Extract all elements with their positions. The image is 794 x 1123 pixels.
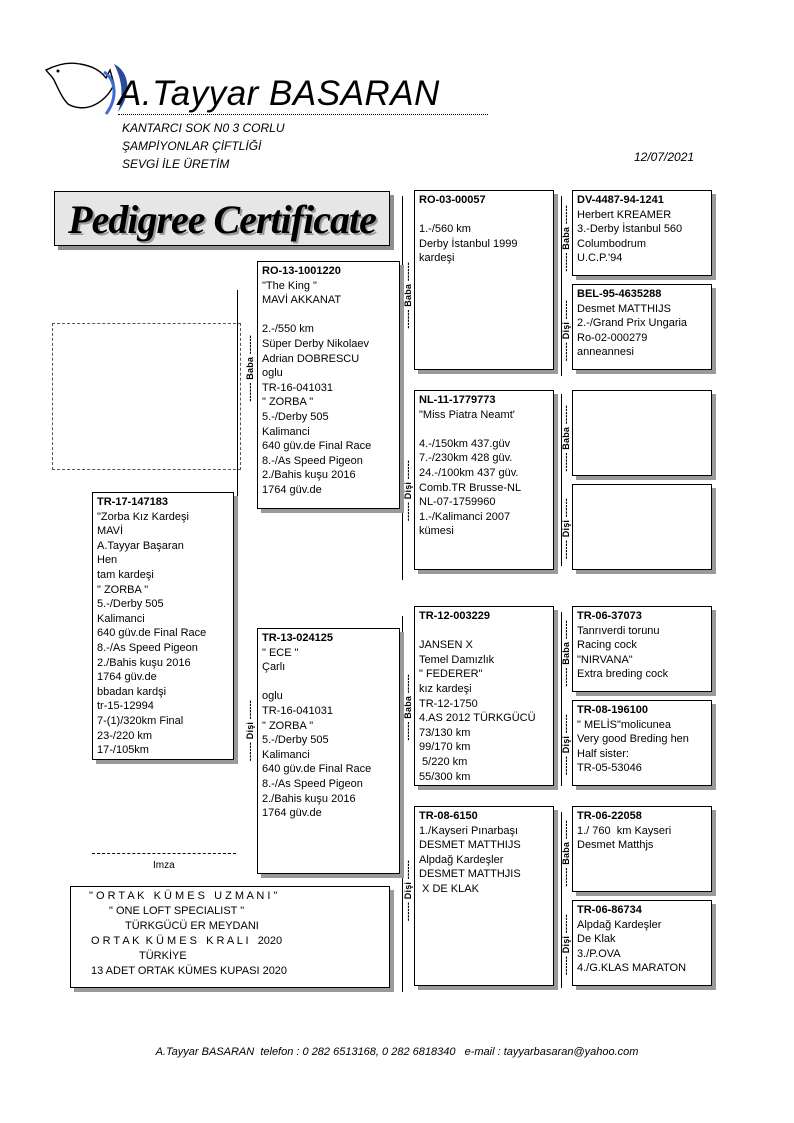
ggp-7-label: ------ Baba ------ xyxy=(561,820,571,887)
info-line: 5.-/Derby 505 xyxy=(262,410,329,423)
ggp-card xyxy=(572,190,712,276)
specialist-line: 13 ADET ORTAK KÜMES KUPASI 2020 xyxy=(91,965,288,977)
connector xyxy=(237,290,238,600)
info-line: Derby İstanbul 1999 xyxy=(419,237,518,250)
address-line-1: KANTARCI SOK N0 3 CORLU xyxy=(122,121,285,135)
info-line: 1764 güv.de xyxy=(262,483,322,496)
info-line: DESMET MATTHIJS xyxy=(419,839,521,852)
info-line: TR-16-041031 xyxy=(262,381,333,394)
info-line: Çarlı xyxy=(262,661,286,674)
info-line: 8.-/As Speed Pigeon xyxy=(97,641,198,654)
sire-dam-ring: NL-11-1779773 xyxy=(419,394,496,406)
info-line: Alpdağ Kardeşler xyxy=(419,853,504,866)
info-line: Comb.TR Brusse-NL xyxy=(419,481,522,494)
info-line: 8.-/As Speed Pigeon xyxy=(262,454,363,467)
info-line: X DE KLAK xyxy=(419,882,479,895)
sire-ring: RO-13-1001220 xyxy=(262,265,341,277)
info-line: 1./ 760 km Kayseri xyxy=(577,824,672,837)
info-line: Kalimanci xyxy=(262,425,310,438)
footer-contact: A.Tayyar BASARAN telefon : 0 282 6513168, 0 282 6818340 e-mail : tayyarbasaran@yahoo.com xyxy=(155,1046,639,1058)
specialist-box xyxy=(70,886,390,988)
info-line: NL-07-1759960 xyxy=(419,496,496,509)
info-line: 55/300 km xyxy=(419,770,471,783)
ggp-5-label: ------ Baba ------ xyxy=(561,620,571,687)
dam-dam-label: ------ Dişi ------ xyxy=(403,860,413,922)
ggp-4-label: ------ Dişi ------ xyxy=(561,498,571,560)
info-line: 2./Bahis kuşu 2016 xyxy=(262,792,356,805)
info-line: 640 güv.de Final Race xyxy=(97,627,207,640)
info-line: Desmet Matthjs xyxy=(577,839,654,852)
logo-name: A.Tayyar BASARAN xyxy=(118,74,440,113)
info-line xyxy=(419,208,549,223)
info-line: Tanrıverdi torunu xyxy=(577,624,660,637)
info-line: Extra breding cock xyxy=(577,668,669,681)
ggp-ring: TR-06-86734 xyxy=(577,904,642,916)
info-line: "Miss Piatra Neamt' xyxy=(419,408,515,421)
info-line: A.Tayyar Başaran xyxy=(97,539,184,552)
ggp-6-label: ------ Dişi ------ xyxy=(561,714,571,776)
pigeon-ring: TR-17-147183 xyxy=(97,496,168,508)
dam-card xyxy=(257,628,400,874)
info-line xyxy=(419,624,549,639)
info-line: 4./G.KLAS MARATON xyxy=(577,962,687,975)
info-line: DESMET MATTHJIS xyxy=(419,868,521,881)
info-line: 23-/220 km xyxy=(97,729,153,742)
info-line: "Zorba Kız Kardeşi xyxy=(97,510,189,523)
info-line: Desmet MATTHIJS xyxy=(577,302,671,315)
info-line: 640 güv.de Final Race xyxy=(262,440,372,453)
sire-sire-ring: RO-03-00057 xyxy=(419,194,486,206)
ggp-ring: DV-4487-94-1241 xyxy=(577,194,664,206)
info-line: TR-16-041031 xyxy=(262,704,333,717)
info-line: Ro-02-000279 xyxy=(577,331,648,344)
signature-line xyxy=(92,853,236,854)
info-line: " ZORBA " xyxy=(262,396,314,409)
sire-dam-label: ------ Dişi ------ xyxy=(403,460,413,522)
info-line: 5/220 km xyxy=(419,755,468,768)
info-line: MAVİ xyxy=(97,525,124,538)
specialist-line: O R T A K K Ü M E S K R A L I 2020 xyxy=(91,935,283,947)
info-line: 4.-/150km 437.güv xyxy=(419,437,511,450)
dam-sire-ring: TR-12-003229 xyxy=(419,610,490,622)
info-line: 5.-/Derby 505 xyxy=(262,734,329,747)
info-line: Very good Breding hen xyxy=(577,733,689,746)
connector xyxy=(402,616,403,992)
info-line: bbadan kardşi xyxy=(97,685,167,698)
info-line: 7.-/230km 428 güv. xyxy=(419,452,513,465)
dam-dam-ring: TR-08-6150 xyxy=(419,810,478,822)
sire-sire-card xyxy=(414,190,554,370)
specialist-line: TÜRKGÜCÜ ER MEYDANI xyxy=(125,920,259,932)
ggp-card xyxy=(572,806,712,892)
info-line: " ECE " xyxy=(262,646,299,659)
specialist-line: " O R T A K K Ü M E S U Z M A N I " xyxy=(89,890,278,902)
ggp-3-label: ------ Baba ------ xyxy=(561,405,571,472)
info-line: anneannesi xyxy=(577,346,634,359)
info-line: 7-(1)/320km Final xyxy=(97,714,184,727)
ggp-card xyxy=(572,900,712,986)
info-line: 1.-/560 km xyxy=(419,223,471,236)
info-line: U.C.P.'94 xyxy=(577,252,623,265)
info-line: 1764 güv.de xyxy=(97,671,157,684)
info-line xyxy=(262,308,395,323)
specialist-line: TÜRKİYE xyxy=(139,950,187,962)
sire-sire-label: ------ Baba ------ xyxy=(403,262,413,329)
address-line-3: SEVGİ İLE ÜRETİM xyxy=(122,157,230,171)
info-line: 1.-/Kalimanci 2007 xyxy=(419,510,511,523)
dam-dam-card xyxy=(414,806,554,986)
sire-label: ------ Baba ------ xyxy=(245,335,255,402)
info-line: 2.-/550 km xyxy=(262,323,314,336)
info-line xyxy=(419,422,549,437)
ggp-2-label: ------ Dişi ------ xyxy=(561,300,571,362)
sire-card xyxy=(257,261,400,509)
info-line: Süper Derby Nikolaev xyxy=(262,337,369,350)
sire-dam-card xyxy=(414,390,554,570)
info-line: " ZORBA " xyxy=(97,583,149,596)
certificate-date: 12/07/2021 xyxy=(634,150,695,164)
ggp-card xyxy=(572,700,712,786)
info-line: 3.-Derby İstanbul 560 xyxy=(577,223,683,236)
info-line: kız kardeşi xyxy=(419,682,472,695)
info-line: 2./Bahis kuşu 2016 xyxy=(97,656,191,669)
info-line: kümesi xyxy=(419,525,454,538)
info-line: " ZORBA " xyxy=(262,719,314,732)
ggp-card-empty xyxy=(572,390,712,476)
pigeon-card xyxy=(92,492,234,760)
dam-ring: TR-13-024125 xyxy=(262,632,333,644)
info-line: tam kardeşi xyxy=(97,568,154,581)
signature-label: Imza xyxy=(153,860,175,871)
info-line: 1./Kayseri Pınarbaşı xyxy=(419,824,519,837)
ggp-card xyxy=(572,284,712,370)
info-line: "The King " xyxy=(262,279,317,292)
info-line: 8.-/As Speed Pigeon xyxy=(262,777,363,790)
info-line: Hen xyxy=(97,554,118,567)
info-line: 640 güv.de Final Race xyxy=(262,763,372,776)
info-line: oglu xyxy=(262,367,283,380)
photo-placeholder xyxy=(52,323,241,470)
info-line xyxy=(262,675,395,690)
info-line: 3./P.OVA xyxy=(577,947,621,960)
info-line: 4.AS 2012 TÜRKGÜCÜ xyxy=(419,712,536,725)
info-line: 2./Bahis kuşu 2016 xyxy=(262,469,356,482)
info-line: Temel Damızlık xyxy=(419,653,495,666)
ggp-card xyxy=(572,606,712,692)
info-line: "NIRVANA" xyxy=(577,653,633,666)
info-line: kardeşi xyxy=(419,252,455,265)
info-line: Racing cock xyxy=(577,639,637,652)
info-line: MAVİ AKKANAT xyxy=(262,294,342,307)
dam-sire-card xyxy=(414,606,554,786)
connector xyxy=(402,196,403,580)
logo-underline xyxy=(118,114,488,115)
info-line: TR-12-1750 xyxy=(419,697,478,710)
info-line: Adrian DOBRESCU xyxy=(262,352,360,365)
info-line: Alpdağ Kardeşler xyxy=(577,918,662,931)
info-line: JANSEN X xyxy=(419,639,473,652)
ggp-ring: BEL-95-4635288 xyxy=(577,288,662,300)
info-line: 99/170 km xyxy=(419,741,471,754)
info-line: oglu xyxy=(262,690,283,703)
ggp-8-label: ------ Dişi ------ xyxy=(561,914,571,976)
dam-label: ------ Dişi ------ xyxy=(245,700,255,762)
dam-sire-label: ------ Baba ------ xyxy=(403,674,413,741)
ggp-ring: TR-06-37073 xyxy=(577,610,642,622)
address-line-2: ŞAMPİYONLAR ÇİFTLİĞİ xyxy=(122,139,262,153)
info-line: Kalimanci xyxy=(262,748,310,761)
info-line: Half sister: xyxy=(577,747,629,760)
certificate-title: Pedigree Certificate xyxy=(54,191,390,246)
ggp-1-label: ------ Baba ------ xyxy=(561,205,571,272)
info-line: Kalimanci xyxy=(97,612,145,625)
info-line: " FEDERER" xyxy=(419,668,483,681)
info-line: 1764 güv.de xyxy=(262,807,322,820)
info-line: Herbert KREAMER xyxy=(577,208,672,221)
info-line: 17-/105km xyxy=(97,744,149,757)
info-line: tr-15-12994 xyxy=(97,700,154,713)
info-line: 5.-/Derby 505 xyxy=(97,598,164,611)
info-line: 24.-/100km 437 güv. xyxy=(419,466,519,479)
specialist-line: " ONE LOFT SPECIALIST " xyxy=(109,905,245,917)
info-line: De Klak xyxy=(577,933,616,946)
info-line: 73/130 km xyxy=(419,726,471,739)
info-line: Columbodrum xyxy=(577,237,647,250)
ggp-ring: TR-08-196100 xyxy=(577,704,648,716)
info-line: 2.-/Grand Prix Ungaria xyxy=(577,317,688,330)
ggp-card-empty xyxy=(572,484,712,570)
info-line: " MELİS"molicunea xyxy=(577,718,672,731)
ggp-ring: TR-06-22058 xyxy=(577,810,642,822)
info-line: TR-05-53046 xyxy=(577,762,642,775)
